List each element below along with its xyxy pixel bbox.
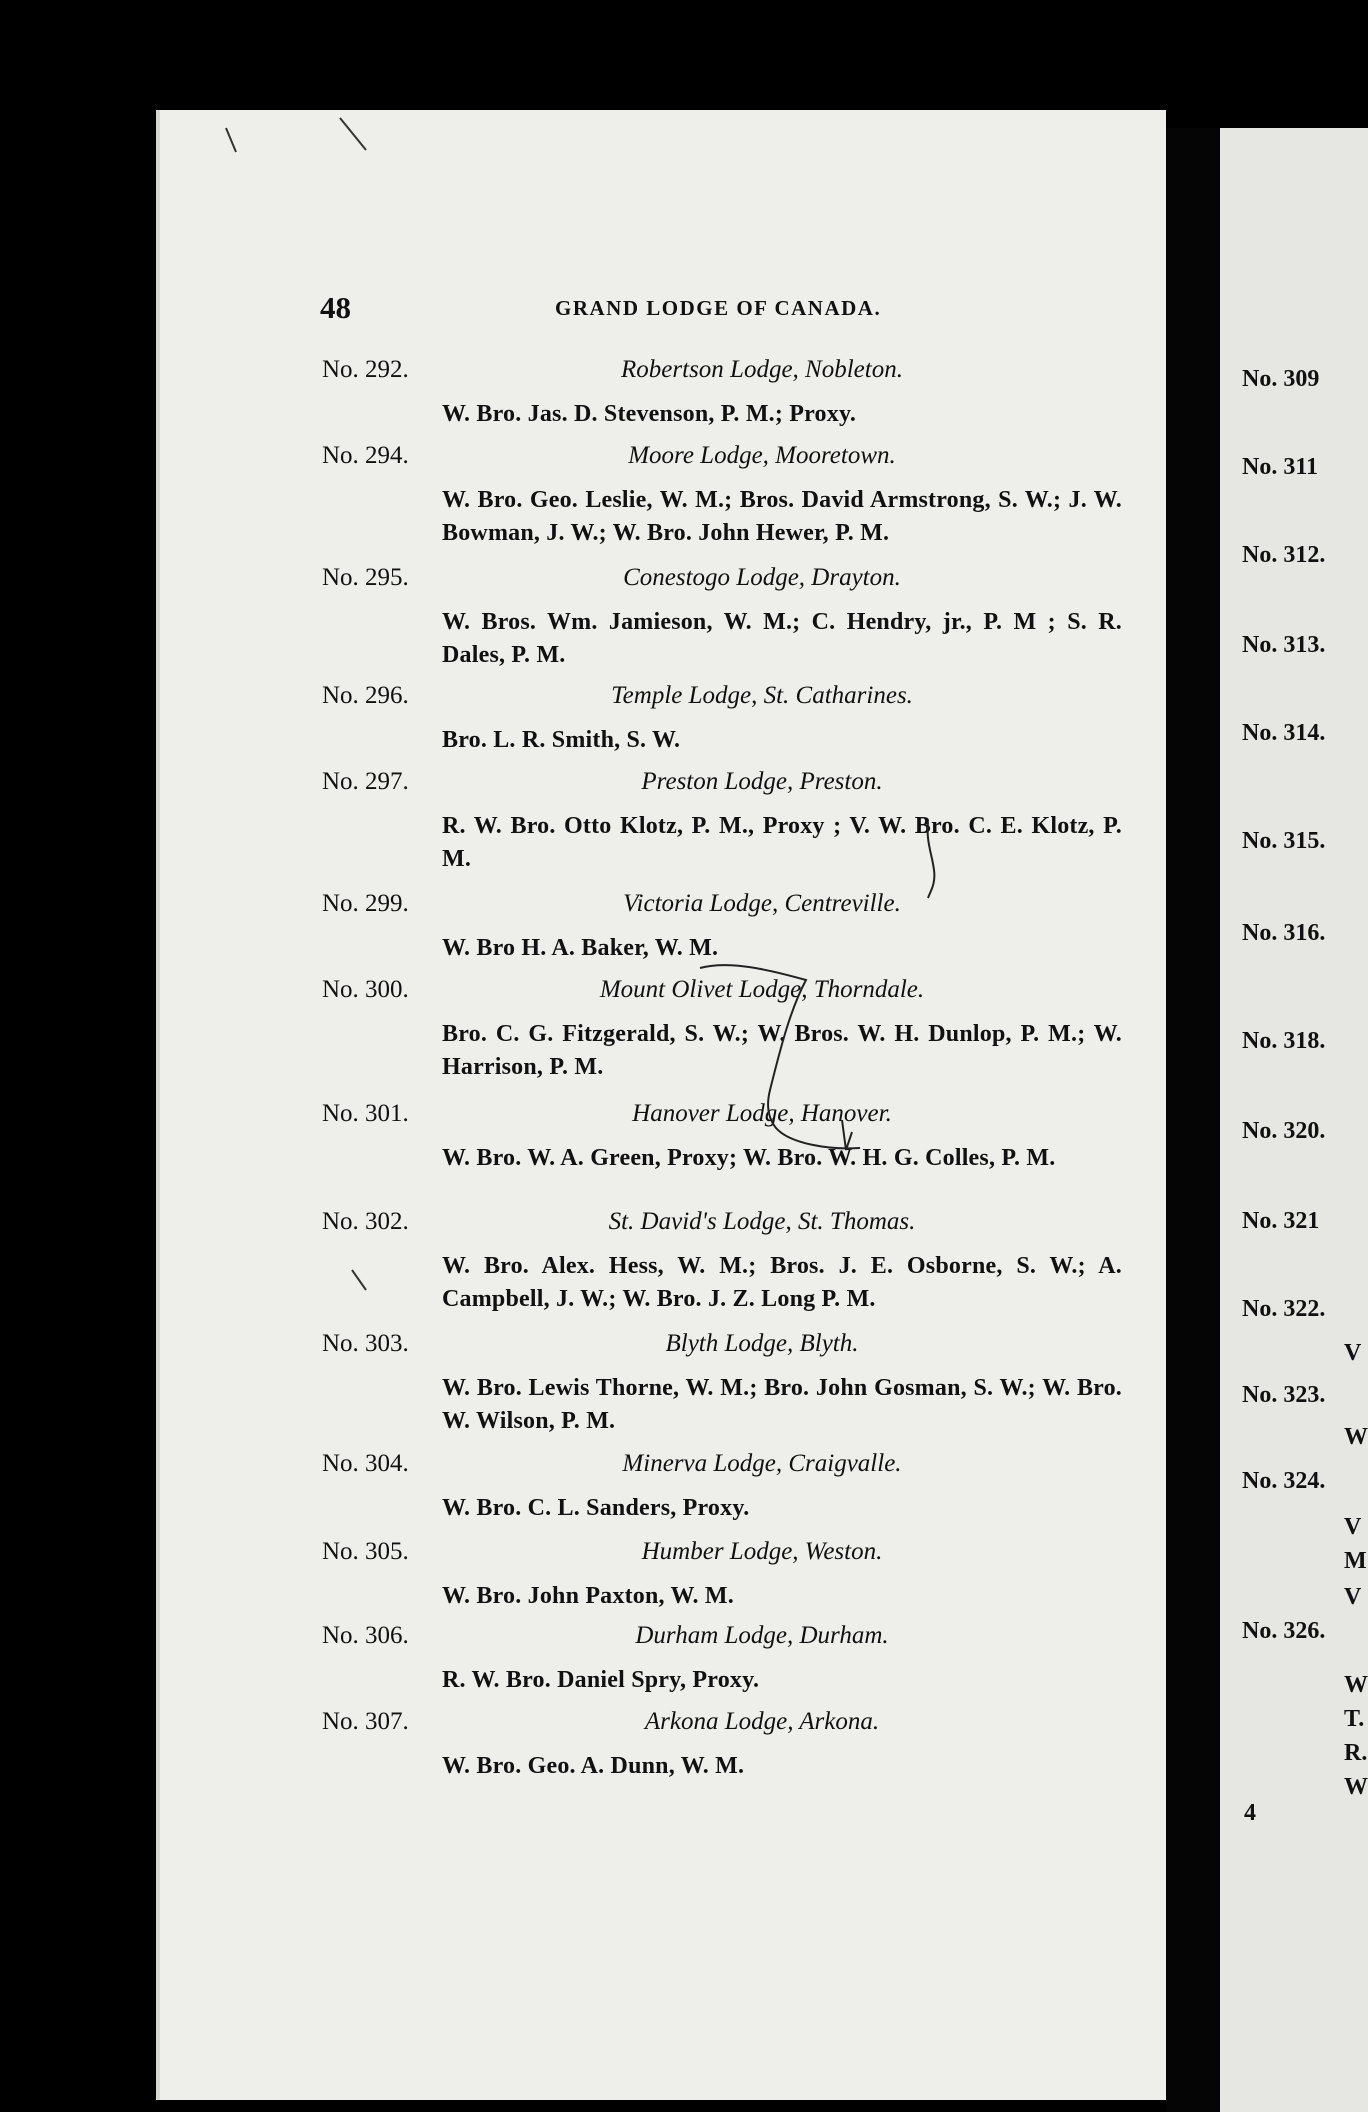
next-page-lodge-number: No. 322.	[1242, 1296, 1326, 1322]
next-page-lodge-number: No. 315.	[1242, 828, 1326, 854]
lodge-members: W. Bro. C. L. Sanders, Proxy.	[442, 1495, 750, 1521]
lodge-members: Bro. L. R. Smith, S. W.	[442, 727, 681, 753]
lodge-name: Conestogo Lodge, Drayton.	[623, 564, 901, 591]
lodge-number: No. 301.	[322, 1100, 409, 1127]
lodge-name: Arkona Lodge, Arkona.	[644, 1708, 880, 1735]
next-page-text-fragment: W	[1344, 1672, 1368, 1698]
next-page-lodge-number: No. 316.	[1242, 920, 1326, 946]
next-page-lodge-number: No. 321	[1242, 1208, 1320, 1234]
next-page-lodge-number: No. 312.	[1242, 542, 1326, 568]
next-page-lodge-number: No. 313.	[1242, 632, 1326, 658]
lodge-members: W. Bro H. A. Baker, W. M.	[442, 935, 719, 961]
lodge-number: No. 295.	[322, 564, 409, 591]
lodge-name: Preston Lodge, Preston.	[641, 768, 883, 795]
next-page-lodge-number: No. 326.	[1242, 1618, 1326, 1644]
lodge-members: W. Bro. Lewis Thorne, W. M.; Bro. John Gosman, S. W.; W. Bro. W. Wilson, P. M.	[442, 1375, 1122, 1434]
next-page-lodge-number: No. 320.	[1242, 1118, 1326, 1144]
lodge-members: W. Bro. Geo. Leslie, W. M.; Bros. David Armstrong, S. W.; J. W. Bowman, J. W.; W. Bro. John Hewer, P. M.	[442, 487, 1122, 546]
lodge-number: No. 297.	[322, 768, 409, 795]
next-page-text-fragment: V	[1344, 1514, 1362, 1540]
lodge-name: Humber Lodge, Weston.	[641, 1538, 883, 1565]
lodge-number: No. 300.	[322, 976, 409, 1003]
lodge-members: R. W. Bro. Otto Klotz, P. M., Proxy ; V. W. Bro. C. E. Klotz, P. M.	[442, 813, 1122, 872]
next-page-lodge-number: No. 309	[1242, 366, 1320, 392]
lodge-members: R. W. Bro. Daniel Spry, Proxy.	[442, 1667, 760, 1693]
lodge-number: No. 307.	[322, 1708, 409, 1735]
next-page-text-fragment: T.	[1344, 1706, 1365, 1732]
next-page-text-fragment: R.	[1344, 1740, 1368, 1766]
next-page-text-fragment: V	[1344, 1340, 1362, 1366]
next-page-lodge-number: No. 324.	[1242, 1468, 1326, 1494]
next-page-signature-mark: 4	[1244, 1800, 1256, 1826]
lodge-number: No. 304.	[322, 1450, 409, 1477]
lodge-number: No. 292.	[322, 356, 409, 383]
lodge-number: No. 296.	[322, 682, 409, 709]
facing-page-fragment	[1220, 128, 1368, 2112]
lodge-name: Mount Olivet Lodge, Thorndale.	[599, 976, 925, 1003]
lodge-name: Durham Lodge, Durham.	[635, 1622, 889, 1649]
lodge-name: Moore Lodge, Mooretown.	[628, 442, 896, 469]
next-page-lodge-number: No. 311	[1242, 454, 1319, 480]
lodge-members: W. Bro. Geo. A. Dunn, W. M.	[442, 1753, 745, 1779]
lodge-members: W. Bros. Wm. Jamieson, W. M.; C. Hendry, jr., P. M ; S. R. Dales, P. M.	[442, 609, 1122, 668]
lodge-name: Robertson Lodge, Nobleton.	[621, 356, 903, 383]
lodge-name: St. David's Lodge, St. Thomas.	[608, 1208, 916, 1235]
lodge-members: Bro. C. G. Fitzgerald, S. W.; W. Bros. W. H. Dunlop, P. M.; W. Harrison, P. M.	[442, 1021, 1122, 1080]
next-page-lodge-number: No. 318.	[1242, 1028, 1326, 1054]
lodge-name: Temple Lodge, St. Catharines.	[611, 682, 913, 709]
lodge-number: No. 303.	[322, 1330, 409, 1357]
header-title: GRAND LODGE OF CANADA.	[555, 296, 882, 320]
lodge-number: No. 305.	[322, 1538, 409, 1565]
lodge-members: W. Bro. John Paxton, W. M.	[442, 1583, 734, 1609]
next-page-text-fragment: M	[1344, 1548, 1367, 1574]
next-page-text-fragment: W	[1344, 1774, 1368, 1800]
book-gutter	[1166, 128, 1220, 2112]
lodge-name: Victoria Lodge, Centreville.	[623, 890, 901, 917]
lodge-number: No. 294.	[322, 442, 409, 469]
lodge-number: No. 299.	[322, 890, 409, 917]
next-page-text-fragment: W	[1344, 1424, 1368, 1450]
page-number: 48	[320, 290, 351, 325]
next-page-text-fragment: V	[1344, 1584, 1362, 1610]
next-page-lodge-number: No. 314.	[1242, 720, 1326, 746]
lodge-number: No. 302.	[322, 1208, 409, 1235]
lodge-name: Hanover Lodge, Hanover.	[632, 1100, 892, 1127]
lodge-name: Blyth Lodge, Blyth.	[665, 1330, 859, 1357]
lodge-number: No. 306.	[322, 1622, 409, 1649]
lodge-members: W. Bro. W. A. Green, Proxy; W. Bro. W. H. G. Colles, P. M.	[442, 1145, 1056, 1171]
lodge-members: W. Bro. Alex. Hess, W. M.; Bros. J. E. Osborne, S. W.; A. Campbell, J. W.; W. Bro. J. Z. Long P. M.	[442, 1253, 1122, 1312]
lodge-name: Minerva Lodge, Craigvalle.	[622, 1450, 902, 1477]
running-header	[320, 290, 1160, 326]
next-page-lodge-number: No. 323.	[1242, 1382, 1326, 1408]
lodge-members: W. Bro. Jas. D. Stevenson, P. M.; Proxy.	[442, 401, 857, 427]
